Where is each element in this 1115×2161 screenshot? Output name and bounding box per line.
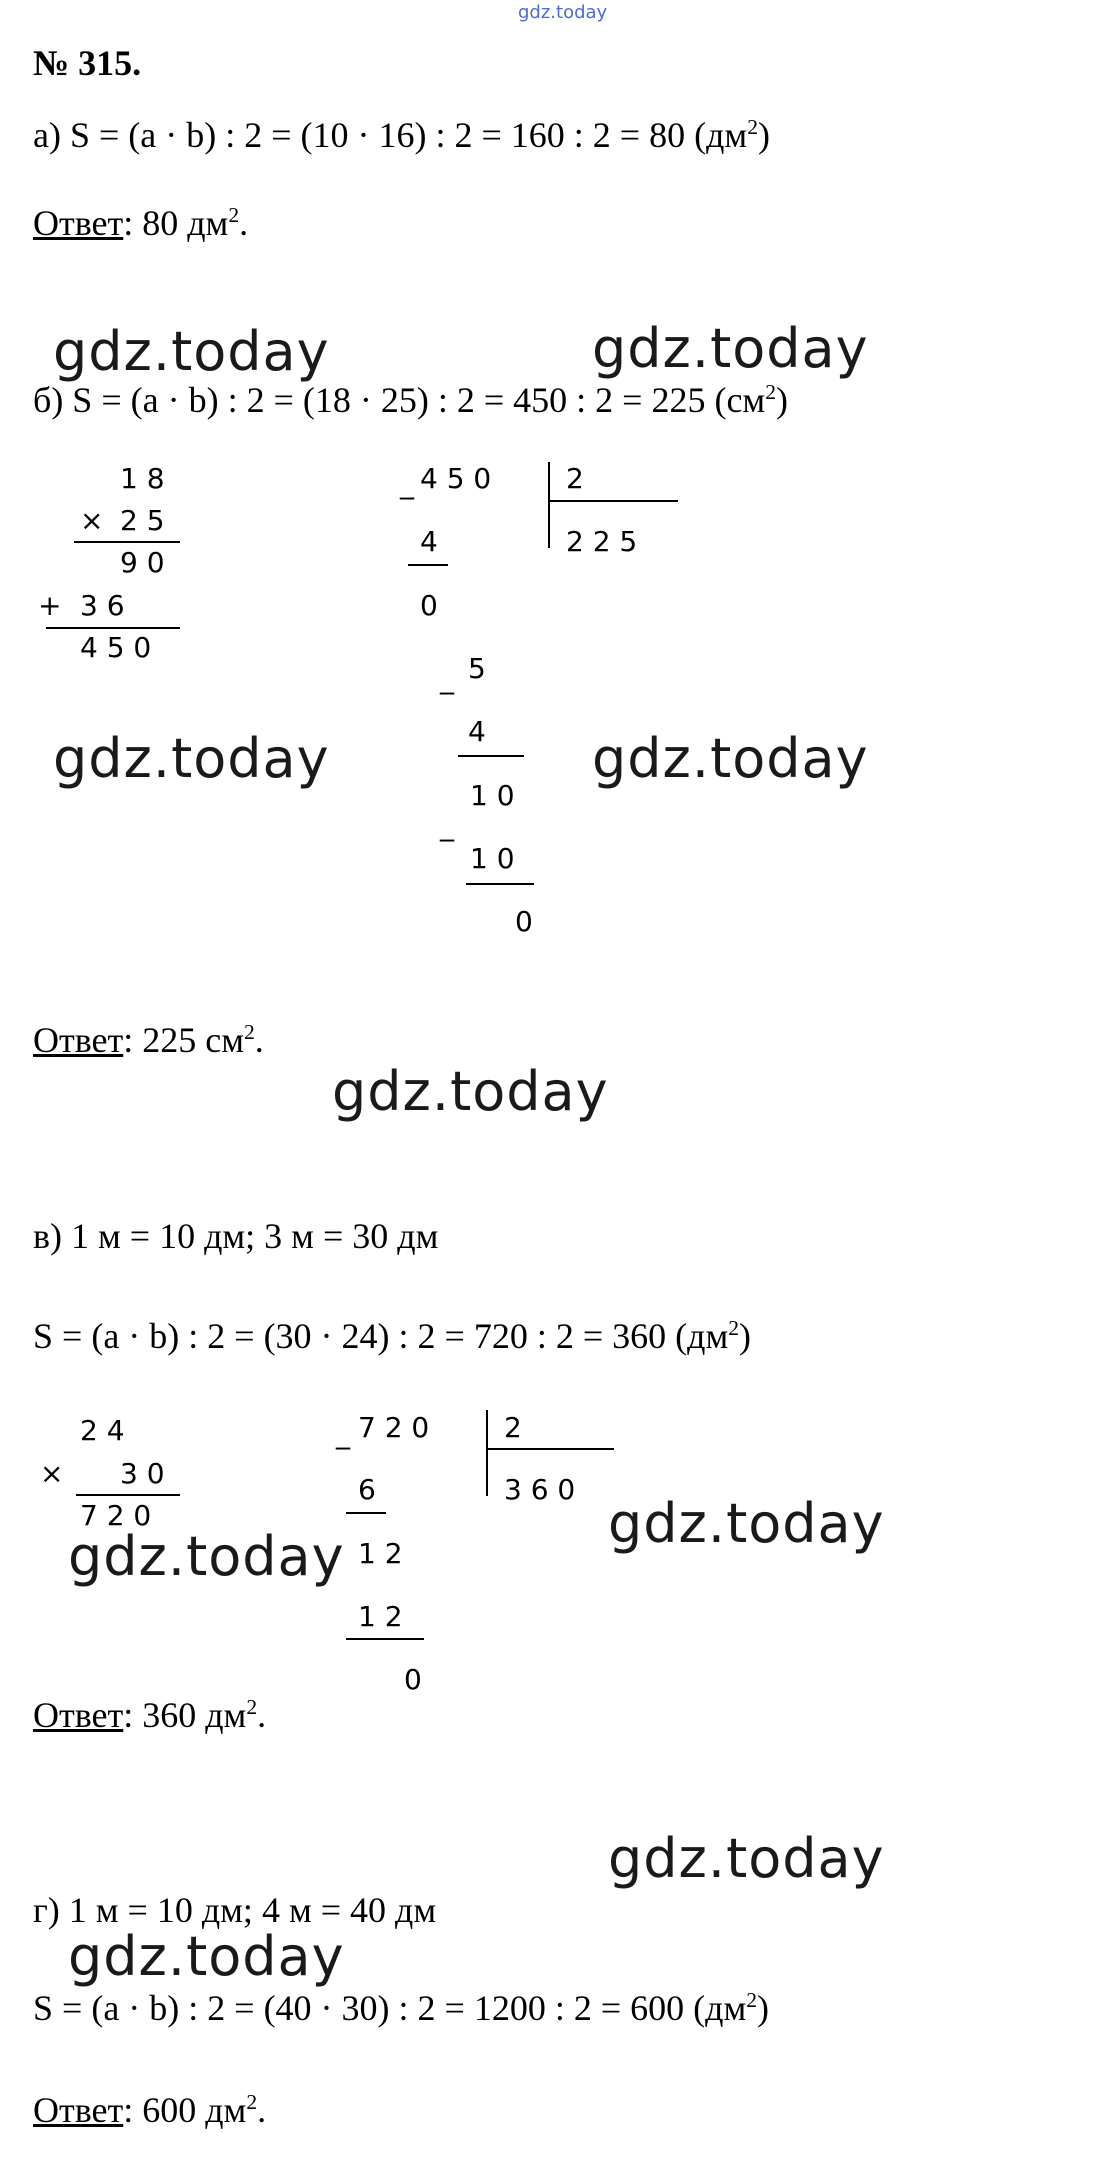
- problem-number: № 315.: [33, 43, 142, 83]
- watermark: gdz.today: [592, 317, 869, 380]
- watermark: gdz.today: [68, 1525, 345, 1588]
- part-g-conversion: г) 1 м = 10 дм; 4 м = 40 дм: [33, 1890, 437, 1930]
- watermark: gdz.today: [608, 1492, 885, 1555]
- watermark: gdz.today: [608, 1827, 885, 1890]
- watermark: gdz.today: [68, 1925, 345, 1988]
- watermark: gdz.today: [592, 727, 869, 790]
- part-a-formula: а) S = (a · b) : 2 = (10 · 16) : 2 = 160 : 2 = 80 $(дм^2)$: [33, 115, 770, 155]
- part-g-formula: S = (a · b) : 2 = (40 · 30) : 2 = 1200 : 2 = 600 $(дм^2)$: [33, 1988, 770, 2028]
- part-g-answer: Ответ: 600 $дм^2$.: [33, 2090, 267, 2130]
- answer-label: Ответ: [33, 2090, 124, 2130]
- watermark: gdz.today: [332, 1060, 609, 1123]
- part-a-answer: Ответ: 80 $дм^2$.: [33, 203, 249, 243]
- top-watermark: gdz.today: [518, 2, 608, 23]
- part-v-formula: S = (a · b) : 2 = (30 · 24) : 2 = 720 : 2 = 360 $(дм^2)$: [33, 1316, 752, 1356]
- part-v-answer: Ответ: 360 $дм^2$.: [33, 1695, 267, 1735]
- answer-label: Ответ: [33, 1695, 124, 1735]
- answer-label: Ответ: [33, 203, 124, 243]
- part-b-answer: Ответ: 225 $см^2$.: [33, 1020, 264, 1060]
- watermark: gdz.today: [53, 727, 330, 790]
- answer-label: Ответ: [33, 1020, 124, 1060]
- part-b-formula: б) S = (a · b) : 2 = (18 · 25) : 2 = 450 : 2 = 225 $(см^2)$: [33, 380, 788, 420]
- part-v-conversion: в) 1 м = 10 дм; 3 м = 30 дм: [33, 1216, 439, 1256]
- watermark: gdz.today: [53, 320, 330, 383]
